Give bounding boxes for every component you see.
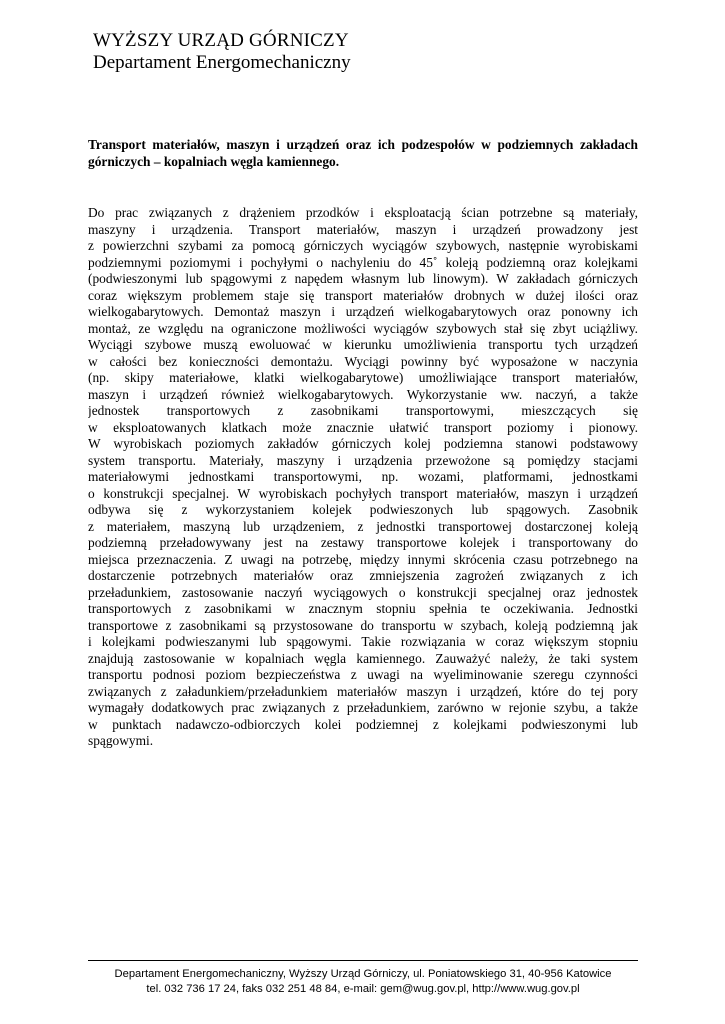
body-line: przeładunkiem, zastosowanie naczyń wyciągowych o konstrukcji specjalnej oraz jednostek	[88, 584, 638, 600]
body-line: system transportu. Materiały, maszyny i urządzenia przewożone są pomiędzy stacjami	[88, 452, 638, 468]
body-line: coraz większym problemem staje się transport materiałów drobnych w dużej ilości oraz	[88, 287, 638, 303]
body-line: maszyny i urządzenia. Transport materiałów, maszyn i urządzeń prowadzony jest	[88, 221, 638, 237]
body-line: znajdują zastosowanie w kopalniach węgla kamiennego. Zauważyć należy, że taki system	[88, 650, 638, 666]
body-line: z powierzchni szybami za pomocą górniczych wyciągów szybowych, następnie wyrobiskami	[88, 238, 638, 253]
body-line: montaż, ze względu na ograniczone możliwości wyciągów szybowych stał się zbyt uciążliwy.	[88, 320, 638, 336]
body-line: transportowych z zasobnikami w znacznym stopniu spełnia te oczekiwania. Jednostki	[88, 601, 638, 616]
body-line: odbywa się z wykorzystaniem kolejek podwieszonych lub spągowych. Zasobnik	[88, 502, 638, 517]
body-line: (np. skipy materiałowe, klatki wielkogabarytowe) umożliwiające transport materiałów,	[88, 370, 638, 385]
body-line: podziemną przeładowywany jest na zestawy transportowe kolejek i transportowany do	[88, 535, 638, 550]
body-line: w całości bez konieczności demontażu. Wyciągi powinny być wyposażone w naczynia	[88, 353, 638, 369]
body-line: w punktach nadawczo-odbiorczych kolei podziemnej z kolejkami podwieszonymi lub	[88, 716, 638, 732]
body-line: W wyrobiskach poziomych zakładów górniczych kolej podziemna stanowi podstawowy	[88, 436, 638, 451]
organization-name: WYŻSZY URZĄD GÓRNICZY	[93, 30, 349, 51]
body-line: transportowe z zasobnikami są przystosowane do transportu w szybach, koleją podziemną jak	[88, 617, 638, 633]
body-line: Do prac związanych z drążeniem przodków i eksploatacją ścian potrzebne są materiały,	[88, 205, 638, 220]
body-line: w eksploatowanych klatkach może znacznie ułatwić transport poziomy i pionowy.	[88, 419, 638, 435]
body-line: podziemnymi poziomymi i pochyłymi o nachyleniu do 45˚ koleją podziemną oraz kolejkami	[88, 254, 638, 270]
document-title: Transport materiałów, maszyn i urządzeń oraz ich podzespołów w podziemnych zakładach górniczych – kopalniach węgla kamiennego.	[88, 137, 638, 169]
body-line: miejsca przeznaczenia. Z uwagi na potrzebę, między innymi skrócenia czasu potrzebnego na	[88, 551, 638, 567]
body-line: (podwieszonymi lub spągowymi z napędem własnym lub linowym). W zakładach górniczych	[88, 271, 638, 286]
department-name: Departament Energomechaniczny	[93, 52, 351, 73]
body-line: Wyciągi szybowe muszą ewoluować w kierunku umożliwienia transportu tych urządzeń	[88, 337, 638, 352]
body-line: spągowymi.	[88, 733, 154, 748]
footer	[88, 960, 638, 997]
body-line: materiałowymi jednostkami transportowymi, np. wozami, platformami, jednostkami	[88, 469, 638, 484]
body-line: z materiałem, maszyną lub urządzeniem, z jednostki transportowej dostarczonej koleją	[88, 518, 638, 534]
footer-contact: tel. 032 736 17 24, faks 032 251 48 84, e-mail: gem@wug.gov.pl, http://www.wug.gov.pl	[146, 983, 580, 995]
body-line: wymagały dodatkowych prac związanych z przeładunkiem, zarówno w rejonie szybu, a także	[88, 700, 638, 715]
body-line: dostarczenie potrzebnych materiałów oraz zmniejszenia zagrożeń związanych z ich	[88, 568, 638, 583]
body-line: transportu podnosi poziom bezpieczeństwa z uwagi na wyeliminowanie szeregu czynności	[88, 667, 638, 682]
letterhead	[93, 30, 351, 74]
body-line: o konstrukcji specjalnej. W wyrobiskach pochyłych transport materiałów, maszyn i urządzeń	[88, 485, 638, 501]
body-line: maszyn i urządzeń również wielkogabarytowych. Wykorzystanie ww. naczyń, a także	[88, 386, 638, 402]
body-line: wielkogabarytowych. Demontaż maszyn i urządzeń wielkogabarytowych oraz ponowny ich	[88, 304, 638, 319]
document-body	[88, 205, 638, 750]
footer-address: Departament Energomechaniczny, Wyższy Urząd Górniczy, ul. Poniatowskiego 31, 40-956 Katowice	[114, 968, 612, 980]
body-line: jednostek transportowych z zasobnikami transportowymi, mieszczących się	[88, 403, 638, 418]
body-line: związanych z załadunkiem/przeładunkiem materiałów maszyn i urządzeń, które do tej pory	[88, 683, 638, 699]
body-line: i kolejkami podwieszanymi lub spągowymi. Takie rozwiązania w coraz większym stopniu	[88, 634, 638, 649]
